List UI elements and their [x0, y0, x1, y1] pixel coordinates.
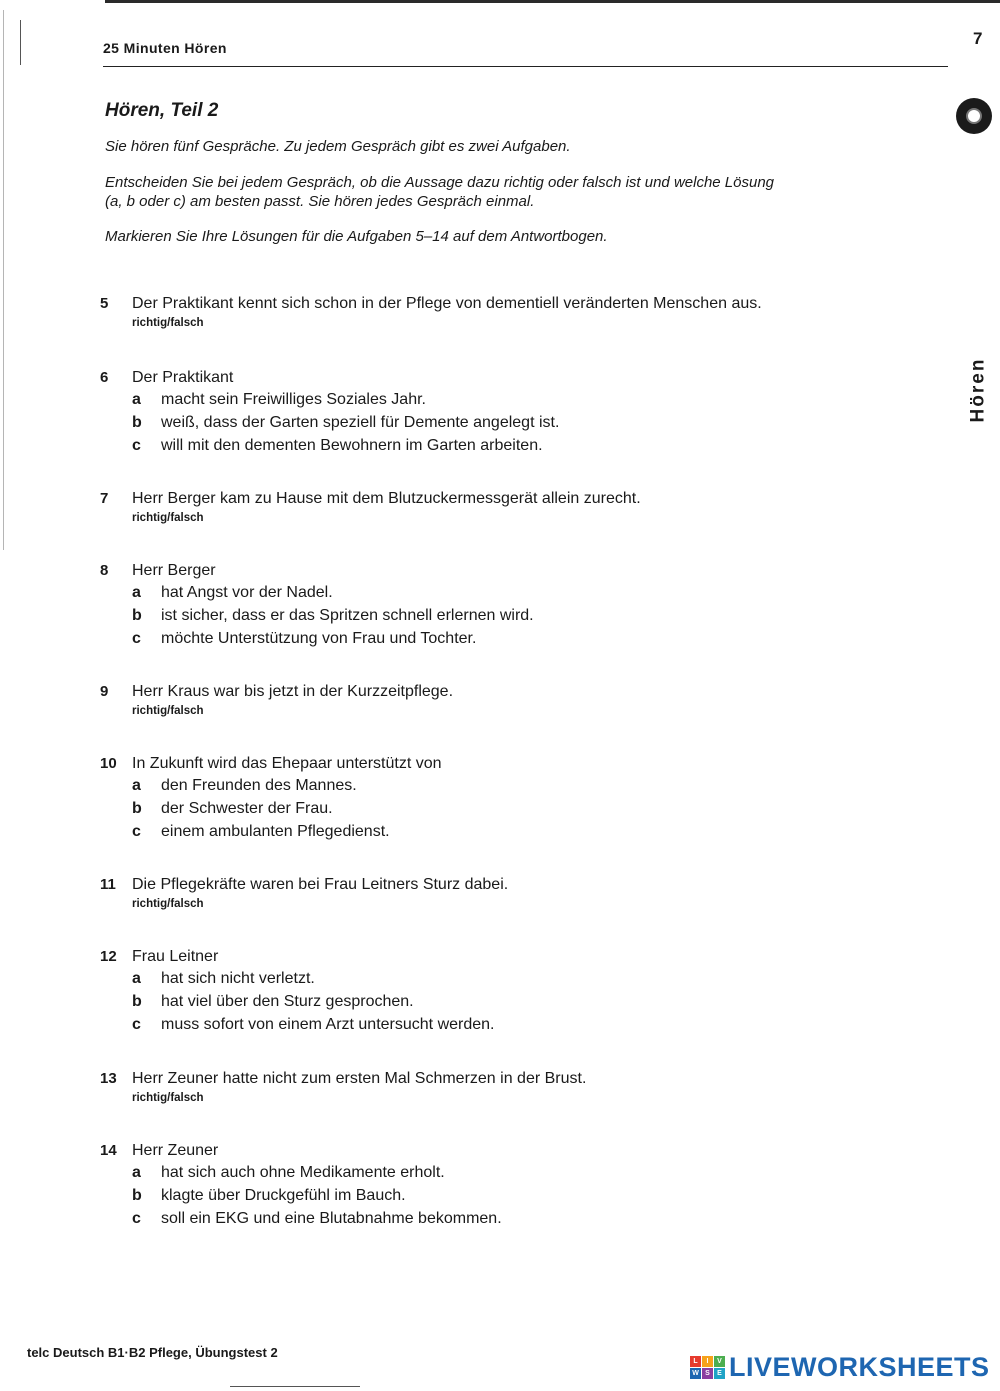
- footer-rule: [230, 1386, 360, 1387]
- option-letter: a: [132, 970, 141, 987]
- audio-cd-icon: [956, 98, 992, 134]
- answer-option-b[interactable]: [132, 990, 860, 1013]
- grid-cell: S: [702, 1368, 713, 1379]
- option-letter: b: [132, 800, 142, 817]
- answer-option-a[interactable]: [132, 774, 860, 797]
- question-text: Der Praktikant kennt sich schon in der Pflege von dementiell veränderten Menschen aus.: [132, 295, 762, 312]
- grid-cell: V: [714, 1356, 725, 1367]
- question-stem: [100, 294, 860, 314]
- option-letter: c: [132, 437, 141, 454]
- answer-option-a[interactable]: [132, 1161, 860, 1184]
- option-text: hat sich nicht verletzt.: [161, 970, 315, 987]
- answer-option-a[interactable]: [132, 967, 860, 990]
- question-stem: [100, 1069, 860, 1089]
- question-text: Der Praktikant: [132, 369, 234, 386]
- grid-cell: E: [714, 1368, 725, 1379]
- footer-text: telc Deutsch B1·B2 Pflege, Übungstest 2: [27, 1345, 278, 1360]
- question-text: Herr Berger: [132, 562, 216, 579]
- question-text: In Zukunft wird das Ehepaar unterstützt von: [132, 755, 442, 772]
- option-letter: b: [132, 414, 142, 431]
- question-stem: [100, 947, 860, 967]
- question-number: 7: [100, 490, 109, 507]
- grid-cell: I: [702, 1356, 713, 1367]
- option-text: weiß, dass der Garten speziell für Demente angelegt ist.: [161, 414, 560, 431]
- scan-line: [3, 10, 4, 550]
- grid-cell: W: [690, 1368, 701, 1379]
- page-number: 7: [973, 29, 983, 48]
- option-text: klagte über Druckgefühl im Bauch.: [161, 1187, 406, 1204]
- answer-hint: richtig/falsch: [132, 898, 204, 910]
- option-letter: c: [132, 630, 141, 647]
- question-7: [100, 489, 860, 524]
- question-stem: [100, 561, 860, 581]
- question-9: [100, 682, 860, 717]
- question-stem: [100, 754, 860, 774]
- option-text: will mit den dementen Bewohnern im Garten arbeiten.: [161, 437, 543, 454]
- question-11: [100, 875, 860, 910]
- answer-option-c[interactable]: [132, 1207, 860, 1230]
- question-text: Frau Leitner: [132, 948, 219, 965]
- section-title: Hören, Teil 2: [105, 100, 219, 121]
- instruction-line: Entscheiden Sie bei jedem Gespräch, ob die Aussage dazu richtig oder falsch ist und welche Lösung: [105, 174, 775, 191]
- option-letter: a: [132, 584, 141, 601]
- option-text: hat sich auch ohne Medikamente erholt.: [161, 1164, 445, 1181]
- question-stem: [100, 875, 860, 895]
- option-letter: a: [132, 1164, 141, 1181]
- option-letter: c: [132, 1016, 141, 1033]
- answer-option-b[interactable]: [132, 604, 860, 627]
- answer-hint: richtig/falsch: [132, 1092, 204, 1104]
- question-number: 6: [100, 369, 109, 386]
- question-number: 13: [100, 1070, 117, 1087]
- option-text: der Schwester der Frau.: [161, 800, 333, 817]
- question-number: 5: [100, 295, 109, 312]
- question-text: Herr Kraus war bis jetzt in der Kurzzeitpflege.: [132, 683, 454, 700]
- question-5: [100, 294, 860, 329]
- liveworksheets-logo[interactable]: [690, 1350, 990, 1384]
- option-text: soll ein EKG und eine Blutabnahme bekommen.: [161, 1210, 502, 1227]
- grid-cell: L: [690, 1356, 701, 1367]
- question-10: [100, 754, 860, 843]
- option-text: hat Angst vor der Nadel.: [161, 584, 333, 601]
- answer-option-a[interactable]: [132, 388, 860, 411]
- question-13: [100, 1069, 860, 1104]
- instruction-line: Sie hören fünf Gespräche. Zu jedem Gespräch gibt es zwei Aufgaben.: [105, 138, 571, 155]
- answer-option-c[interactable]: [132, 627, 860, 650]
- option-letter: a: [132, 777, 141, 794]
- answer-option-c[interactable]: [132, 434, 860, 457]
- question-number: 8: [100, 562, 109, 579]
- answer-option-b[interactable]: [132, 1184, 860, 1207]
- question-number: 10: [100, 755, 117, 772]
- scan-line: [20, 20, 21, 65]
- side-tab-label: Hören: [967, 357, 988, 423]
- question-text: Die Pflegekräfte waren bei Frau Leitners Sturz dabei.: [132, 876, 509, 893]
- question-stem: [100, 368, 860, 388]
- option-letter: b: [132, 1187, 142, 1204]
- question-12: [100, 947, 860, 1036]
- option-text: hat viel über den Sturz gesprochen.: [161, 993, 414, 1010]
- question-number: 14: [100, 1142, 117, 1159]
- option-letter: c: [132, 1210, 141, 1227]
- question-stem: [100, 1141, 860, 1161]
- answer-option-b[interactable]: [132, 411, 860, 434]
- question-text: Herr Zeuner: [132, 1142, 219, 1159]
- side-tab: [958, 350, 998, 430]
- header-title: 25 Minuten Hören: [103, 40, 227, 56]
- question-number: 12: [100, 948, 117, 965]
- answer-option-c[interactable]: [132, 1013, 860, 1036]
- answer-hint: richtig/falsch: [132, 705, 204, 717]
- answer-option-a[interactable]: [132, 581, 860, 604]
- question-number: 9: [100, 683, 109, 700]
- answer-option-c[interactable]: [132, 820, 860, 843]
- option-letter: a: [132, 391, 141, 408]
- question-stem: [100, 682, 860, 702]
- liveworksheets-text: LIVEWORKSHEETS: [729, 1351, 990, 1382]
- option-letter: c: [132, 823, 141, 840]
- question-text: Herr Berger kam zu Hause mit dem Blutzuckermessgerät allein zurecht.: [132, 490, 641, 507]
- option-letter: b: [132, 993, 142, 1010]
- option-text: muss sofort von einem Arzt untersucht werden.: [161, 1016, 495, 1033]
- option-text: den Freunden des Mannes.: [161, 777, 357, 794]
- question-14: [100, 1141, 860, 1230]
- answer-hint: richtig/falsch: [132, 512, 204, 524]
- option-letter: b: [132, 607, 142, 624]
- header-rule: [103, 66, 948, 67]
- instruction-line: Markieren Sie Ihre Lösungen für die Aufgaben 5–14 auf dem Antwortbogen.: [105, 228, 608, 245]
- question-8: [100, 561, 860, 650]
- scan-margin: [0, 0, 12, 560]
- answer-option-b[interactable]: [132, 797, 860, 820]
- question-stem: [100, 489, 860, 509]
- question-text: Herr Zeuner hatte nicht zum ersten Mal Schmerzen in der Brust.: [132, 1070, 587, 1087]
- top-border: [105, 0, 1000, 3]
- option-text: macht sein Freiwilliges Soziales Jahr.: [161, 391, 426, 408]
- instruction-line: (a, b oder c) am besten passt. Sie hören jedes Gespräch einmal.: [105, 193, 535, 210]
- option-text: einem ambulanten Pflegedienst.: [161, 823, 390, 840]
- option-text: möchte Unterstützung von Frau und Tochter.: [161, 630, 477, 647]
- question-6: [100, 368, 860, 457]
- option-text: ist sicher, dass er das Spritzen schnell erlernen wird.: [161, 607, 534, 624]
- question-number: 11: [100, 876, 116, 893]
- answer-hint: richtig/falsch: [132, 317, 204, 329]
- liveworksheets-grid-icon: [690, 1356, 725, 1379]
